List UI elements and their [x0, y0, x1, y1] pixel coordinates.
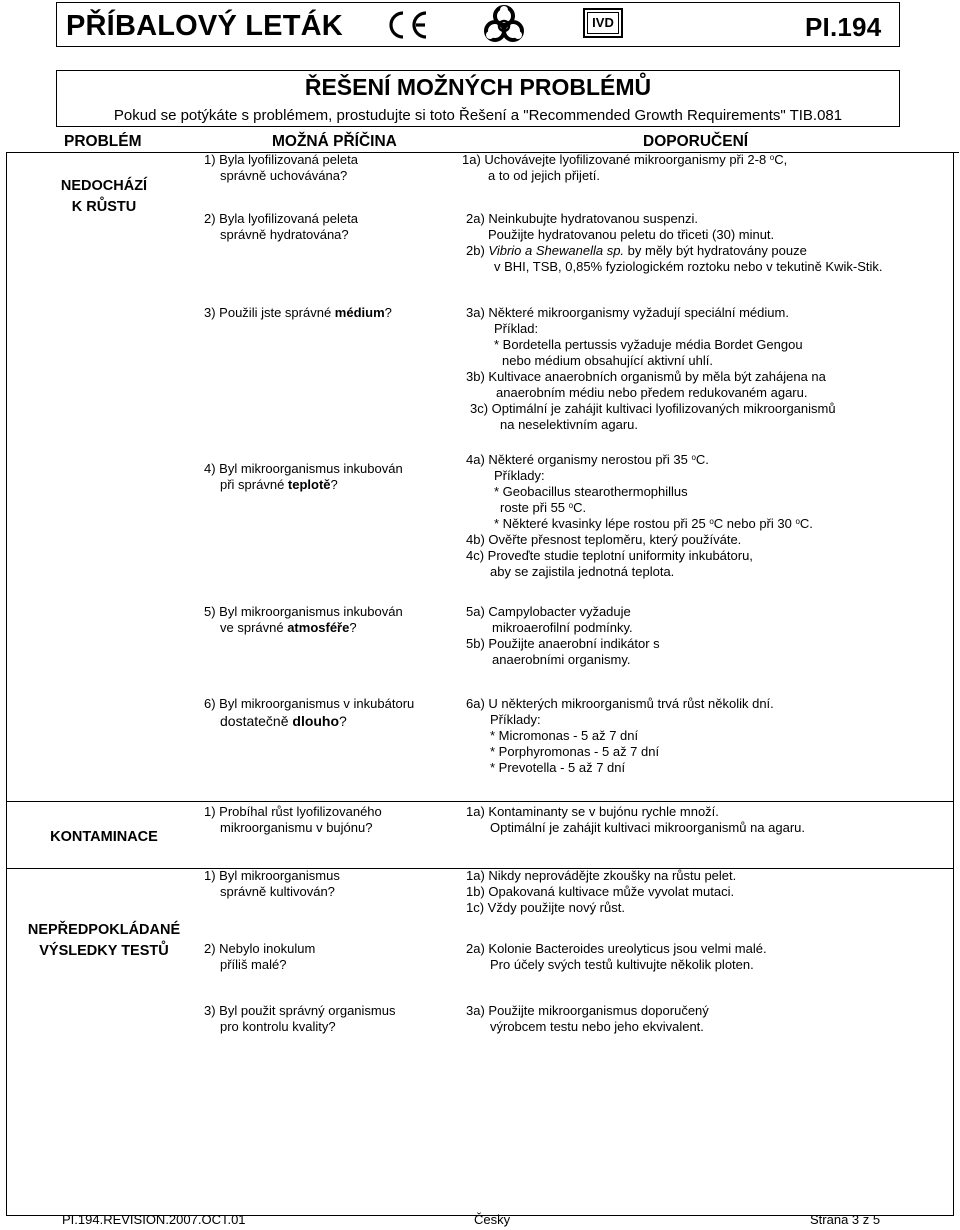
- recommendation-text: 1a) Uchovávejte lyofilizované mikroorganismy při 2-8 $^o$C, a to od jejich přijetí.: [462, 152, 788, 183]
- cause-text: 1) Byl mikroorganismus správně kultivován?: [204, 868, 340, 899]
- recommendation-text: 1a) Nikdy neprovádějte zkoušky na růstu pelet. 1b) Opakovaná kultivace může vyvolat mutaci. 1c) Vždy použijte nový růst.: [466, 868, 737, 915]
- cause-text: 5) Byl mikroorganismus inkubován ve správné atmosféře?: [204, 604, 403, 635]
- column-header-cause: MOŽNÁ PŘÍČINA: [272, 133, 397, 150]
- group-divider: [6, 801, 954, 802]
- recommendation-text: 4a) Některé organismy nerostou při 35 $^o$C. Příklady: * Geobacillus stearothermophillus roste při 55 $^o$C. * Některé kvasinky lépe rostou při 25 $^o$C nebo při 30 $^o$C. 4b) Ověřte přesnost teploměru, který používáte. 4c) Proveďte studie teplotní uniformity inkubátoru, aby se zajistila jednotná teplota.: [466, 452, 813, 579]
- cause-text: 1) Byla lyofilizovaná peleta správně uchovávána?: [204, 152, 358, 183]
- footer-revision: PI.194.REVISION.2007.OCT.01: [62, 1212, 246, 1227]
- column-header-problem: PROBLÉM: [64, 133, 142, 150]
- cause-text: 3) Byl použit správný organismus pro kontrolu kvality?: [204, 1003, 396, 1034]
- ce-mark-icon: [386, 10, 432, 40]
- recommendation-text: 6a) U některých mikroorganismů trvá růst několik dní. Příklady: * Micromonas - 5 až 7 dní * Porphyromonas - 5 až 7 dní * Prevotella - 5 až 7 dní: [466, 696, 774, 775]
- recommendation-text: 3a) Některé mikroorganismy vyžadují speciální médium. Příklad: * Bordetella pertussis vyžaduje média Bordet Gengou nebo médium obsahující aktivní uhlí. 3b) Kultivace anaerobních organismů by měla být zahájena na anaerobním médiu nebo předem redukovaném agaru. 3c) Optimální je zahájit kultivaci lyofilizovaných mikroorganismů na neselektivním agaru.: [466, 305, 836, 432]
- ivd-label: IVD: [587, 12, 619, 34]
- cause-text: 6) Byl mikroorganismus v inkubátoru dostatečně dlouho?: [204, 696, 415, 729]
- cause-text: 4) Byl mikroorganismus inkubován při správné teplotě?: [204, 461, 403, 492]
- cause-text: 3) Použili jste správné médium?: [204, 305, 392, 320]
- footer-page-number: Strana 3 z 5: [810, 1212, 881, 1227]
- recommendation-text: 3a) Použijte mikroorganismus doporučený výrobcem testu nebo jeho ekvivalent.: [466, 1003, 709, 1034]
- cause-text: 1) Probíhal růst lyofilizovaného mikroorganismu v bujónu?: [204, 804, 382, 835]
- recommendation-text: 2a) Neinkubujte hydratovanou suspenzi. Použijte hydratovanou peletu do třiceti (30) minut. 2b) Vibrio a Shewanella sp. by měly být hydratovány pouze v BHI, TSB, 0,85% fyziologickém roztoku nebo v tekutině Kwik-Stik.: [466, 211, 883, 274]
- section-subtitle: Pokud se potýkáte s problémem, prostudujte si toto Řešení a "Recommended Growth Requirements" TIB.081: [113, 107, 843, 124]
- biohazard-icon: [483, 4, 525, 44]
- category-label: KONTAMINACE: [50, 829, 158, 845]
- table-left-border: [6, 152, 7, 1216]
- footer-language: Česky: [474, 1212, 511, 1227]
- rec-1a-line: 1a) Uchovávejte lyofilizované mikroorganismy při 2-8 $^o$C,: [462, 152, 788, 167]
- column-header-recommendation: DOPORUČENÍ: [643, 133, 749, 150]
- category-label: NEDOCHÁZÍ K RŮSTU: [60, 178, 148, 215]
- table-right-border: [953, 152, 954, 1216]
- document-title: PŘÍBALOVÝ LETÁK: [66, 10, 343, 42]
- category-label: NEPŘEDPOKLÁDANÉ VÝSLEDKY TESTŮ: [27, 922, 181, 959]
- ivd-mark-icon: [583, 8, 623, 38]
- document-number: PI.194: [805, 12, 882, 42]
- cause-text: 2) Nebylo inokulum příliš malé?: [204, 941, 316, 972]
- recommendation-text: 2a) Kolonie Bacteroides ureolyticus jsou velmi malé. Pro účely svých testů kultivujte několik ploten.: [466, 941, 767, 972]
- cause-text: 2) Byla lyofilizovaná peleta správně hydratována?: [204, 211, 358, 242]
- recommendation-text: 5a) Campylobacter vyžaduje mikroaerofilní podmínky. 5b) Použijte anaerobní indikátor s anaerobními organismy.: [466, 604, 660, 667]
- rec-2b-line: 2b) Vibrio a Shewanella sp. by měly být hydratovány pouze: [466, 243, 807, 258]
- section-title: ŘEŠENÍ MOŽNÝCH PROBLÉMŮ: [304, 74, 652, 100]
- recommendation-text: 1a) Kontaminanty se v bujónu rychle množí. Optimální je zahájit kultivaci mikroorganismů na agaru.: [466, 804, 806, 835]
